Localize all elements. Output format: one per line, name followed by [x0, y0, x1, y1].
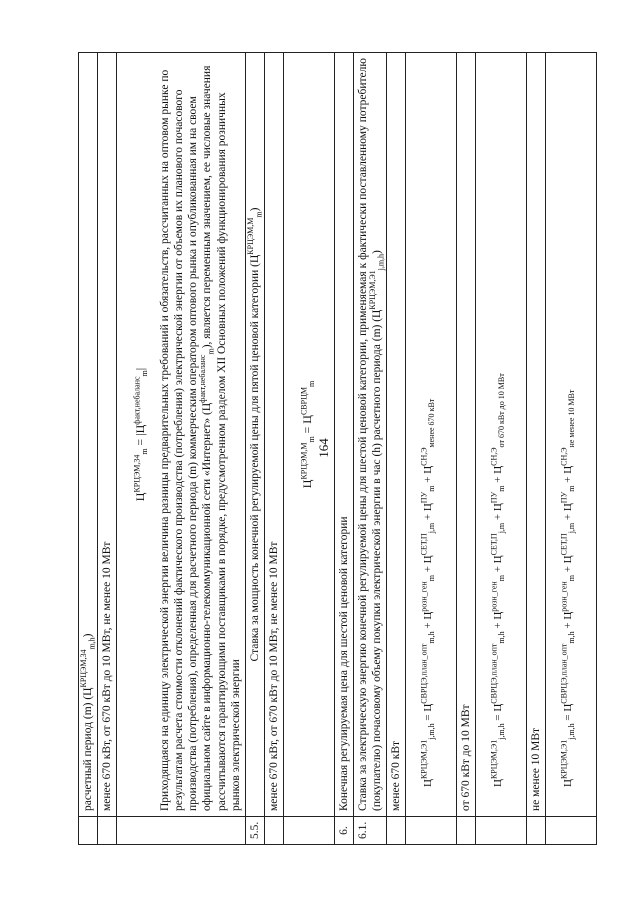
row-number: 6. [334, 817, 353, 845]
formula-34-cell [117, 53, 246, 817]
band-label: менее 670 кВт, от 670 кВт до 10 МВт, не менее 10 МВт [98, 53, 117, 817]
table-row [475, 53, 526, 845]
formula-not-less-10-cell [545, 53, 596, 817]
rate-6-1-title: Ставка за электрическую энергию конечной регулируемой цены для шестой ценовой категории, применяемая к фактически поставленному потребителю (покупателю) почасовому объему покупки электрической энергии в час (h) расчетного периода (m) $(Ц^{КРЦЭМ,Э1}_{j,m,h})$ [353, 53, 386, 817]
band-label: не менее 10 МВт [526, 53, 545, 817]
tariff-table [78, 52, 597, 845]
formula-670-to-10-cell [475, 53, 526, 817]
table-row [456, 53, 475, 845]
formula-under-670-cell [405, 53, 456, 817]
table-row [98, 53, 117, 845]
table-row [405, 53, 456, 845]
table-row [334, 53, 353, 845]
page-number: 164 [316, 438, 331, 458]
formula-5-5: $Ц^{КРЦЭМ,М}_m = Ц^{СВРЦМ}_m$ [298, 380, 316, 489]
table-row [283, 53, 334, 845]
table-row [353, 53, 386, 845]
formula-5-5-cell [283, 53, 334, 817]
table-row [545, 53, 596, 845]
band-label: менее 670 кВт [386, 53, 405, 817]
band-label: менее 670 кВт, от 670 кВт до 10 МВт, не менее 10 МВт [264, 53, 283, 817]
paragraph-34: Приходящаяся на единицу электрической энергии величина разницы предварительных требований и обязательств, рассчитанных на оптовом рынке по результатам расчета стоимости отклонений фактического производства (потребления) электрической энергии от объемов их планового почасового производства (потребления), определенная для расчетного периода (m) коммерческим оператором оптового рынка и опубликованная им на своем официальном сайте в информационно-телекоммуникационной сети «Интернет» $(Ц^{факт,небаланс}_m)$, является переменным значением, ее числовые значения рассчитываются гарантирующими поставщиками в порядке, предусмотренном разделом XII Основных положений функционирования розничных рынков электрической энергии [159, 65, 242, 811]
formula-34: $Ц^{КРЦЭМ,34}_m = |Ц^{факт,небаланс}_m|$ [132, 367, 150, 502]
table-row [117, 53, 246, 845]
band-label: от 670 кВт до 10 МВт [456, 53, 475, 817]
row-number: 5.5. [245, 817, 264, 845]
table-row [79, 53, 98, 845]
table-row [264, 53, 283, 845]
table-row [526, 53, 545, 845]
formula-under-670: $Ц^{КРЦЭМ,Э1}_{j,m,h} = Ц^{СВРЦЭ,план\_опт}_{m,h} + Ц^{розн\_ген}_m + Ц^{СЕТ,П}_{j,m} + Ц^{ПУ}_m + Ц^{СН,Э}_{менее 670 кВт}$ [418, 398, 436, 787]
rate-5-5-title: Ставка за мощность конечной регулируемой цены для пятой ценовой категории $(Ц^{КРЦЭМ,М}_m)$ [245, 53, 264, 817]
section-6-title: Конечная регулируемая цена для шестой ценовой категории [334, 53, 353, 817]
formula-670-to-10: $Ц^{КРЦЭМ,Э1}_{j,m,h} = Ц^{СВРЦЭ,план\_опт}_{m,h} + Ц^{розн\_ген}_m + Ц^{СЕТ,П}_{j,m} + Ц^{ПУ}_m + Ц^{СН,Э}_{от 670 кВт до 10 МВт}$ [488, 373, 506, 787]
period-header-cell: расчетный период (m) $(Ц^{КРЦЭМ,34}_{m,h})$ [79, 53, 98, 817]
row-number: 6.1. [353, 817, 386, 845]
formula-not-less-10: $Ц^{КРЦЭМ,Э1}_{j,m,h} = Ц^{СВРЦЭ,план\_опт}_{m,h} + Ц^{розн\_ген}_m + Ц^{СЕТ,П}_{j,m} + Ц^{ПУ}_m + Ц^{СН,Э}_{не менее 10 МВт}$ [559, 389, 576, 787]
table-row [386, 53, 405, 845]
table-row [245, 53, 264, 845]
